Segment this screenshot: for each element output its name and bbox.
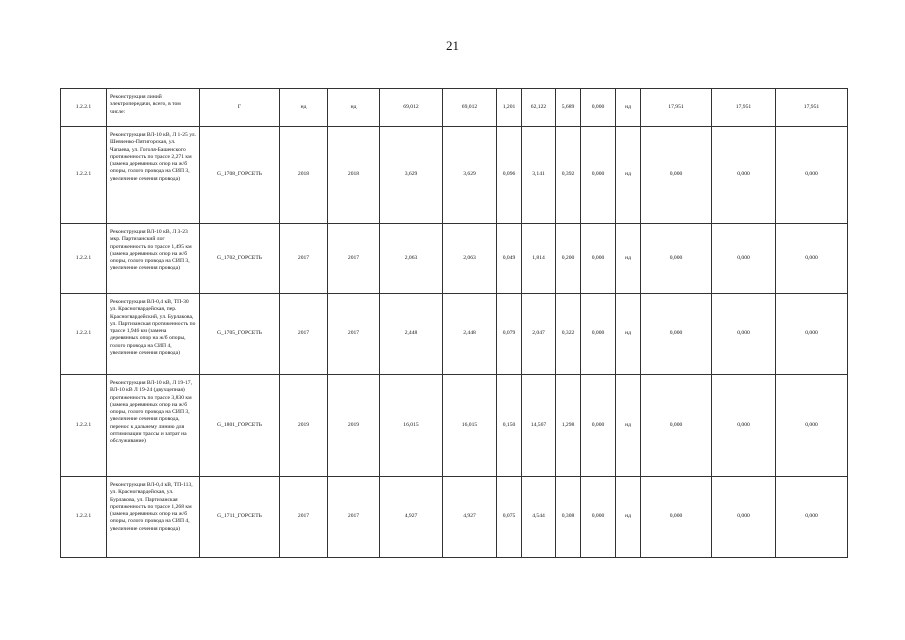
col-flag: нд (616, 127, 641, 224)
col-year-end: 2017 (328, 477, 380, 558)
col-flag: нд (616, 224, 641, 294)
col-year-end: нд (328, 89, 380, 127)
col-result-2: 17,951 (712, 89, 776, 127)
col-value-c: 1,298 (556, 375, 581, 477)
table-row (61, 224, 848, 294)
col-year-start: 2017 (280, 477, 328, 558)
col-year-end: 2017 (328, 224, 380, 294)
col-value-a: 0,075 (497, 477, 522, 558)
table-row (61, 89, 848, 127)
col-total-2: 16,015 (443, 375, 497, 477)
col-result-1: 17,951 (641, 89, 712, 127)
col-value-b: 14,567 (522, 375, 556, 477)
col-value-b: 3,141 (522, 127, 556, 224)
col-total-1: 16,015 (380, 375, 443, 477)
row-description: Реконструкция линий электропередачи, всего, в том числе: (107, 89, 200, 127)
col-total-2: 69,012 (443, 89, 497, 127)
row-project-id: G_1711_ГОРСЕТЬ (200, 477, 280, 558)
col-value-a: 0,079 (497, 294, 522, 375)
col-result-1: 0,000 (641, 224, 712, 294)
col-result-3: 0,000 (776, 224, 848, 294)
col-result-2: 0,000 (712, 477, 776, 558)
col-flag: нд (616, 477, 641, 558)
col-value-b: 62,122 (522, 89, 556, 127)
col-result-1: 0,000 (641, 375, 712, 477)
col-total-1: 2,063 (380, 224, 443, 294)
col-flag: нд (616, 375, 641, 477)
col-total-2: 2,448 (443, 294, 497, 375)
col-value-b: 4,544 (522, 477, 556, 558)
col-value-c: 0,308 (556, 477, 581, 558)
row-project-id: Г (200, 89, 280, 127)
col-value-c: 0,200 (556, 224, 581, 294)
col-year-end: 2019 (328, 375, 380, 477)
col-value-d: 0,000 (581, 294, 616, 375)
row-code: 1.2.2.1 (61, 127, 107, 224)
col-total-1: 69,012 (380, 89, 443, 127)
page-number: 21 (446, 38, 459, 53)
col-value-c: 5,689 (556, 89, 581, 127)
col-total-1: 4,927 (380, 477, 443, 558)
col-year-start: 2018 (280, 127, 328, 224)
row-code: 1.2.2.1 (61, 477, 107, 558)
col-value-d: 0,000 (581, 477, 616, 558)
col-year-end: 2018 (328, 127, 380, 224)
table-row (61, 127, 848, 224)
col-result-2: 0,000 (712, 224, 776, 294)
row-code: 1.2.2.1 (61, 89, 107, 127)
col-result-3: 0,000 (776, 294, 848, 375)
row-description: Реконструкция ВЛ-0,4 кВ, ТП-113, ул. Красногвардейская, ул. Бурлакова, ул. Партизанская протяженность по трассе 1,268 км (замена деревянных опор на ж/б опоры, голого провода на СИП 4, увеличение сечения провода) (107, 477, 200, 558)
col-result-3: 0,000 (776, 477, 848, 558)
col-value-a: 1,201 (497, 89, 522, 127)
row-project-id: G_1708_ГОРСЕТЬ (200, 127, 280, 224)
row-code: 1.2.2.1 (61, 224, 107, 294)
col-year-start: 2019 (280, 375, 328, 477)
row-project-id: G_1801_ГОРСЕТЬ (200, 375, 280, 477)
col-result-1: 0,000 (641, 477, 712, 558)
col-result-3: 0,000 (776, 127, 848, 224)
col-total-1: 2,448 (380, 294, 443, 375)
row-description: Реконструкция ВЛ-10 кВ, Л 1-25 ул. Шевченко-Пятигорская, ул. Чапаева, ул. Гоголя-Башенского протяженность по трассе 2,271 км (замена деревянных опор на ж/б опоры, голого провода на СИП 3, увеличение сечения провода) (107, 127, 200, 224)
row-project-id: G_1705_ГОРСЕТЬ (200, 294, 280, 375)
table-row (61, 375, 848, 477)
col-value-b: 1,814 (522, 224, 556, 294)
col-total-2: 3,629 (443, 127, 497, 224)
col-total-2: 4,927 (443, 477, 497, 558)
col-result-3: 0,000 (776, 375, 848, 477)
table-row (61, 477, 848, 558)
row-code: 1.2.2.1 (61, 375, 107, 477)
col-result-1: 0,000 (641, 294, 712, 375)
col-year-start: нд (280, 89, 328, 127)
col-value-a: 0,049 (497, 224, 522, 294)
col-result-3: 17,951 (776, 89, 848, 127)
row-description: Реконструкция ВЛ-0,4 кВ, ТП-30 ул. Красногвардейская, пер. Красногвардейский, ул. Бурлакова, ул. Партизанская протяженность по трассе 1,946 км (замена деревянных опор на ж/б опоры, голого провода на СИП 4, увеличение сечения провода) (107, 294, 200, 375)
investment-table (60, 88, 848, 558)
col-value-a: 0,150 (497, 375, 522, 477)
row-description: Реконструкция ВЛ-10 кВ, Л 19-17, ВЛ-10 кВ Л 19-24 (двухцепная) протяженность по трассе 3,830 км (замена деревянных опор на ж/б опоры, голого провода на СИП 3, увеличение сечения провода, перенос к дальнему линию для оптимизации трассы и затрат на обслуживание) (107, 375, 200, 477)
col-value-c: 0,322 (556, 294, 581, 375)
table-row (61, 294, 848, 375)
col-value-d: 0,000 (581, 375, 616, 477)
col-value-c: 0,392 (556, 127, 581, 224)
col-value-a: 0,096 (497, 127, 522, 224)
col-flag: нд (616, 294, 641, 375)
col-value-d: 0,000 (581, 127, 616, 224)
col-value-b: 2,047 (522, 294, 556, 375)
row-code: 1.2.2.1 (61, 294, 107, 375)
col-value-d: 0,000 (581, 89, 616, 127)
row-project-id: G_1702_ГОРСЕТЬ (200, 224, 280, 294)
col-value-d: 0,000 (581, 224, 616, 294)
col-result-2: 0,000 (712, 294, 776, 375)
col-result-1: 0,000 (641, 127, 712, 224)
col-year-end: 2017 (328, 294, 380, 375)
col-result-2: 0,000 (712, 127, 776, 224)
col-total-2: 2,063 (443, 224, 497, 294)
col-flag: нд (616, 89, 641, 127)
col-result-2: 0,000 (712, 375, 776, 477)
col-total-1: 3,629 (380, 127, 443, 224)
row-description: Реконструкция ВЛ-10 кВ, Л 3-23 мкр. Партизанский лог протяженность по трассе 1,495 км (замена деревянных опор на ж/б опоры, голого провода на СИП 3, увеличение сечения провода) (107, 224, 200, 294)
col-year-start: 2017 (280, 294, 328, 375)
col-year-start: 2017 (280, 224, 328, 294)
